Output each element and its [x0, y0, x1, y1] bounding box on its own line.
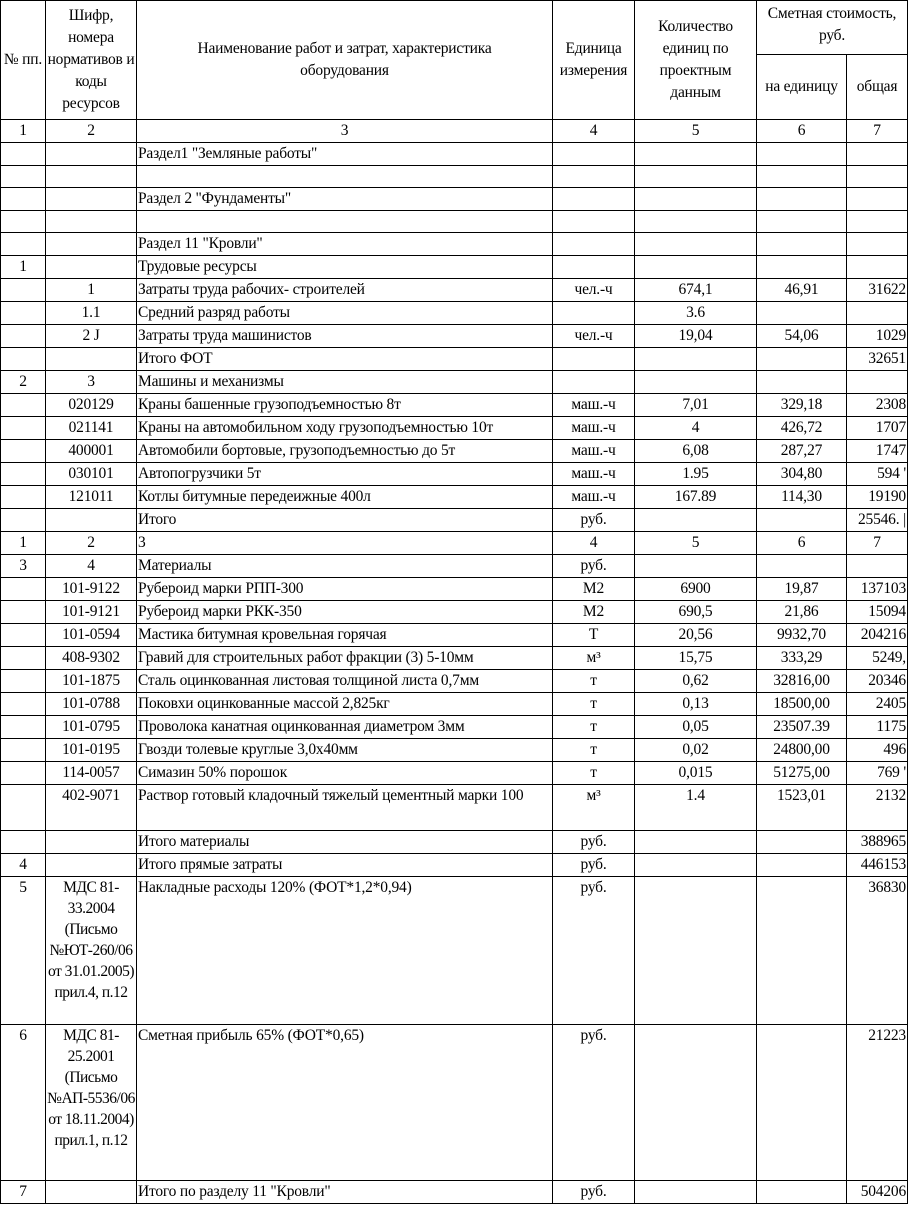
table-row [1, 1025, 908, 1181]
header-quantity: Количество единиц по проектным данным [635, 1, 757, 120]
header-unit: Единица измерения [553, 1, 635, 120]
resource-code: 400001 [46, 440, 137, 463]
row-number [1, 762, 46, 785]
row-number: 5 [1, 877, 46, 1025]
unit-cell: м³ [553, 785, 635, 831]
total-cell: 31622 [847, 279, 908, 302]
unit-cell: руб. [553, 509, 635, 532]
work-name: Симазин 50% порошок [137, 762, 553, 785]
resource-code: 101-0594 [46, 624, 137, 647]
work-name: Мастика битумная кровельная горячая [137, 624, 553, 647]
quantity-cell [635, 831, 757, 854]
table-body-top [1, 143, 908, 532]
quantity-cell [635, 256, 757, 279]
unit-cell: т [553, 670, 635, 693]
resource-code: 020129 [46, 394, 137, 417]
unit-price-cell: 304,80 [757, 463, 847, 486]
total-cell: 388965 [847, 831, 908, 854]
unit-price-cell: 32816,00 [757, 670, 847, 693]
resource-code [46, 1181, 137, 1204]
work-name: Котлы битумные передеижные 400л [137, 486, 553, 509]
unit-cell: руб. [553, 877, 635, 1025]
resource-code: 101-9122 [46, 578, 137, 601]
column-number-cell: 2 [46, 532, 137, 555]
row-number [1, 831, 46, 854]
unit-cell: М2 [553, 601, 635, 624]
resource-code [46, 143, 137, 166]
quantity-cell: 0,62 [635, 670, 757, 693]
unit-cell: маш.-ч [553, 417, 635, 440]
total-cell [847, 143, 908, 166]
unit-price-cell [757, 1025, 847, 1181]
work-name: Краны на автомобильном ходу грузоподъемностью 10т [137, 417, 553, 440]
unit-cell: руб. [553, 1025, 635, 1181]
row-number: 3 [1, 555, 46, 578]
unit-price-cell [757, 233, 847, 256]
unit-price-cell [757, 166, 847, 188]
total-cell: 769 ' [847, 762, 908, 785]
quantity-cell: 1.4 [635, 785, 757, 831]
row-number [1, 211, 46, 233]
resource-code [46, 854, 137, 877]
work-name: Итого [137, 509, 553, 532]
unit-price-cell [757, 1181, 847, 1204]
column-number-cell: 5 [635, 120, 757, 143]
total-cell: 2308 [847, 394, 908, 417]
unit-price-cell [757, 211, 847, 233]
resource-code: 101-0795 [46, 716, 137, 739]
column-number-cell: 1 [1, 532, 46, 555]
quantity-cell: 1.95 [635, 463, 757, 486]
resource-code: 1.1 [46, 302, 137, 325]
work-name: Затраты труда рабочих- строителей [137, 279, 553, 302]
quantity-cell [635, 348, 757, 371]
unit-price-cell [757, 371, 847, 394]
total-cell: 2405 [847, 693, 908, 716]
row-number [1, 647, 46, 670]
table-row [1, 578, 908, 601]
unit-cell: т [553, 716, 635, 739]
work-name: Машины и механизмы [137, 371, 553, 394]
unit-price-cell: 1523,01 [757, 785, 847, 831]
unit-cell: т [553, 693, 635, 716]
unit-price-cell: 426,72 [757, 417, 847, 440]
resource-code [46, 509, 137, 532]
unit-cell: м³ [553, 647, 635, 670]
row-number [1, 143, 46, 166]
unit-cell [553, 348, 635, 371]
column-number-cell: 5 [635, 532, 757, 555]
row-number [1, 325, 46, 348]
header-name: Наименование работ и затрат, характеристика оборудования [137, 1, 553, 120]
unit-cell: руб. [553, 1181, 635, 1204]
total-cell: 15094 [847, 601, 908, 624]
resource-code: 4 [46, 555, 137, 578]
unit-price-cell: 9932,70 [757, 624, 847, 647]
quantity-cell [635, 854, 757, 877]
unit-cell: маш.-ч [553, 486, 635, 509]
row-number [1, 624, 46, 647]
unit-cell: т [553, 739, 635, 762]
work-name [137, 211, 553, 233]
row-number [1, 440, 46, 463]
work-name: Трудовые ресурсы [137, 256, 553, 279]
unit-price-cell: 46,91 [757, 279, 847, 302]
quantity-cell [635, 166, 757, 188]
resource-code: 101-0195 [46, 739, 137, 762]
quantity-cell: 3.6 [635, 302, 757, 325]
total-cell: 5249, [847, 647, 908, 670]
quantity-cell [635, 555, 757, 578]
header-row-1 [1, 1, 908, 55]
total-cell: 594 ' [847, 463, 908, 486]
row-number: 4 [1, 854, 46, 877]
total-cell: 1175 [847, 716, 908, 739]
column-number-cell: 3 [137, 120, 553, 143]
column-number-cell: 3 [137, 532, 553, 555]
table-row [1, 256, 908, 279]
total-cell: 1707 [847, 417, 908, 440]
column-number-cell: 7 [847, 120, 908, 143]
work-name: Гравий для строительных работ фракции (3) 5-10мм [137, 647, 553, 670]
work-name: Итого по разделу 11 "Кровли" [137, 1181, 553, 1204]
quantity-cell [635, 211, 757, 233]
work-name: Накладные расходы 120% (ФОТ*1,2*0,94) [137, 877, 553, 1025]
table-row [1, 670, 908, 693]
row-number [1, 693, 46, 716]
table-row [1, 394, 908, 417]
resource-code: МДС 81-25.2001 (Письмо №АП-5536/06 от 18.11.2004) прил.1, п.12 [46, 1025, 137, 1181]
row-number: 6 [1, 1025, 46, 1181]
work-name: Краны башенные грузоподъемностью 8т [137, 394, 553, 417]
table-row [1, 325, 908, 348]
unit-cell: чел.-ч [553, 279, 635, 302]
unit-cell [553, 166, 635, 188]
resource-code [46, 188, 137, 211]
work-name: Раздел 11 "Кровли" [137, 233, 553, 256]
table-row [1, 877, 908, 1025]
unit-cell: чел.-ч [553, 325, 635, 348]
work-name: Рубероид марки РПП-300 [137, 578, 553, 601]
resource-code: 121011 [46, 486, 137, 509]
unit-cell: маш.-ч [553, 440, 635, 463]
resource-code [46, 348, 137, 371]
work-name: Затраты труда машинистов [137, 325, 553, 348]
row-number [1, 463, 46, 486]
column-number-row [1, 120, 908, 143]
unit-price-cell: 333,29 [757, 647, 847, 670]
quantity-cell: 19,04 [635, 325, 757, 348]
unit-price-cell [757, 143, 847, 166]
row-number [1, 279, 46, 302]
unit-cell: руб. [553, 831, 635, 854]
table-row [1, 143, 908, 166]
column-number-cell: 2 [46, 120, 137, 143]
unit-price-cell: 18500,00 [757, 693, 847, 716]
unit-price-cell [757, 348, 847, 371]
total-cell [847, 256, 908, 279]
work-name: Итого материалы [137, 831, 553, 854]
resource-code [46, 233, 137, 256]
total-cell: 496 [847, 739, 908, 762]
table-row [1, 601, 908, 624]
total-cell: 446153 [847, 854, 908, 877]
unit-price-cell: 21,86 [757, 601, 847, 624]
table-row [1, 302, 908, 325]
row-number [1, 302, 46, 325]
total-cell [847, 371, 908, 394]
work-name: Сталь оцинкованная листовая толщиной листа 0,7мм [137, 670, 553, 693]
row-number [1, 670, 46, 693]
quantity-cell: 0,05 [635, 716, 757, 739]
unit-price-cell: 51275,00 [757, 762, 847, 785]
work-name: Раздел1 "Земляные работы" [137, 143, 553, 166]
quantity-cell: 0,13 [635, 693, 757, 716]
table-row [1, 279, 908, 302]
column-number-row-repeat [1, 532, 908, 555]
unit-price-cell [757, 509, 847, 532]
row-number [1, 166, 46, 188]
unit-price-cell: 19,87 [757, 578, 847, 601]
total-cell [847, 211, 908, 233]
work-name: Автопогрузчики 5т [137, 463, 553, 486]
total-cell: 1747 [847, 440, 908, 463]
resource-code: 101-1875 [46, 670, 137, 693]
resource-code: МДС 81-33.2004 (Письмо №ЮТ-260/06 от 31.01.2005) прил.4, п.12 [46, 877, 137, 1025]
table-row [1, 463, 908, 486]
table-body-bottom [1, 555, 908, 1204]
row-number [1, 785, 46, 831]
row-number [1, 601, 46, 624]
quantity-cell: 20,56 [635, 624, 757, 647]
quantity-cell [635, 1181, 757, 1204]
unit-cell [553, 233, 635, 256]
total-cell: 137103 [847, 578, 908, 601]
quantity-cell [635, 371, 757, 394]
unit-price-cell: 287,27 [757, 440, 847, 463]
total-cell: 504206 [847, 1181, 908, 1204]
work-name: Сметная прибыль 65% (ФОТ*0,65) [137, 1025, 553, 1181]
total-cell [847, 555, 908, 578]
row-number [1, 486, 46, 509]
column-number-cell: 6 [757, 532, 847, 555]
quantity-cell: 0,015 [635, 762, 757, 785]
work-name: Раствор готовый кладочный тяжелый цементный марки 100 [137, 785, 553, 831]
resource-code [46, 256, 137, 279]
table-row [1, 716, 908, 739]
work-name: Гвозди толевые круглые 3,0х40мм [137, 739, 553, 762]
total-cell: 36830 [847, 877, 908, 1025]
row-number [1, 739, 46, 762]
table-row [1, 166, 908, 188]
resource-code: 021141 [46, 417, 137, 440]
resource-code: 2 J [46, 325, 137, 348]
quantity-cell: 15,75 [635, 647, 757, 670]
table-row [1, 647, 908, 670]
work-name: Рубероид марки РКК-350 [137, 601, 553, 624]
work-name: Раздел 2 "Фундаменты" [137, 188, 553, 211]
total-cell: 21223 [847, 1025, 908, 1181]
table-row [1, 739, 908, 762]
quantity-cell: 690,5 [635, 601, 757, 624]
total-cell: 2132 [847, 785, 908, 831]
resource-code: 402-9071 [46, 785, 137, 831]
unit-cell: маш.-ч [553, 463, 635, 486]
row-number [1, 578, 46, 601]
table-row [1, 555, 908, 578]
unit-price-cell [757, 831, 847, 854]
unit-cell [553, 302, 635, 325]
resource-code: 1 [46, 279, 137, 302]
table-row [1, 371, 908, 394]
row-number [1, 509, 46, 532]
table-row [1, 348, 908, 371]
quantity-cell [635, 188, 757, 211]
total-cell [847, 233, 908, 256]
unit-cell [553, 188, 635, 211]
quantity-cell: 7,01 [635, 394, 757, 417]
unit-cell [553, 256, 635, 279]
row-number [1, 233, 46, 256]
resource-code: 408-9302 [46, 647, 137, 670]
total-cell: 19190 [847, 486, 908, 509]
total-cell: 25546. | [847, 509, 908, 532]
table-row [1, 762, 908, 785]
unit-price-cell [757, 555, 847, 578]
table-row [1, 417, 908, 440]
unit-cell [553, 371, 635, 394]
header-code: Шифр, номера нормативов и коды ресурсов [46, 1, 137, 120]
quantity-cell: 674,1 [635, 279, 757, 302]
total-cell: 1029 [847, 325, 908, 348]
unit-cell [553, 143, 635, 166]
resource-code [46, 211, 137, 233]
work-name: Автомобили бортовые, грузоподъемностью до 5т [137, 440, 553, 463]
unit-price-cell [757, 302, 847, 325]
table-row [1, 233, 908, 256]
unit-cell: руб. [553, 555, 635, 578]
quantity-cell [635, 509, 757, 532]
table-row [1, 693, 908, 716]
total-cell [847, 188, 908, 211]
quantity-cell [635, 233, 757, 256]
quantity-cell: 167.89 [635, 486, 757, 509]
column-number-cell: 4 [553, 532, 635, 555]
quantity-cell [635, 143, 757, 166]
work-name: Материалы [137, 555, 553, 578]
table-row [1, 831, 908, 854]
resource-code [46, 831, 137, 854]
row-number [1, 417, 46, 440]
quantity-cell: 6,08 [635, 440, 757, 463]
column-number-cell: 6 [757, 120, 847, 143]
work-name: Проволока канатная оцинкованная диаметром 3мм [137, 716, 553, 739]
table-row [1, 509, 908, 532]
table-row [1, 785, 908, 831]
table-row [1, 854, 908, 877]
resource-code: 3 [46, 371, 137, 394]
table-row [1, 211, 908, 233]
unit-cell: руб. [553, 854, 635, 877]
unit-price-cell: 23507.39 [757, 716, 847, 739]
resource-code: 030101 [46, 463, 137, 486]
row-number [1, 716, 46, 739]
header-number: № пп. [1, 1, 46, 120]
row-number: 2 [1, 371, 46, 394]
work-name: Итого ФОТ [137, 348, 553, 371]
total-cell: 32651 [847, 348, 908, 371]
row-number: 7 [1, 1181, 46, 1204]
total-cell: 204216 [847, 624, 908, 647]
quantity-cell: 4 [635, 417, 757, 440]
total-cell [847, 302, 908, 325]
unit-cell: Т [553, 624, 635, 647]
unit-price-cell [757, 256, 847, 279]
quantity-cell: 6900 [635, 578, 757, 601]
column-number-cell: 1 [1, 120, 46, 143]
quantity-cell [635, 877, 757, 1025]
column-number-cell: 7 [847, 532, 908, 555]
header-cost-group: Сметная стоимость, руб. [757, 1, 908, 55]
unit-cell: М2 [553, 578, 635, 601]
unit-price-cell: 329,18 [757, 394, 847, 417]
table-row [1, 624, 908, 647]
row-number [1, 394, 46, 417]
table-row [1, 486, 908, 509]
table-row [1, 440, 908, 463]
table-row [1, 188, 908, 211]
table-row [1, 1181, 908, 1204]
unit-cell [553, 211, 635, 233]
unit-price-cell [757, 188, 847, 211]
resource-code: 101-0788 [46, 693, 137, 716]
unit-price-cell: 54,06 [757, 325, 847, 348]
quantity-cell [635, 1025, 757, 1181]
row-number [1, 188, 46, 211]
work-name: Поковхи оцинкованные массой 2,825кг [137, 693, 553, 716]
resource-code: 101-9121 [46, 601, 137, 624]
row-number [1, 348, 46, 371]
unit-price-cell: 114,30 [757, 486, 847, 509]
unit-price-cell [757, 877, 847, 1025]
header-cost-total: общая [847, 55, 908, 120]
resource-code [46, 166, 137, 188]
quantity-cell: 0,02 [635, 739, 757, 762]
header-cost-unit: на единицу [757, 55, 847, 120]
resource-code: 114-0057 [46, 762, 137, 785]
unit-price-cell [757, 854, 847, 877]
unit-price-cell: 24800,00 [757, 739, 847, 762]
total-cell: 20346 [847, 670, 908, 693]
row-number: 1 [1, 256, 46, 279]
work-name: Средний разряд работы [137, 302, 553, 325]
unit-cell: маш.-ч [553, 394, 635, 417]
total-cell [847, 166, 908, 188]
column-number-cell: 4 [553, 120, 635, 143]
work-name [137, 166, 553, 188]
unit-cell: т [553, 762, 635, 785]
work-name: Итого прямые затраты [137, 854, 553, 877]
